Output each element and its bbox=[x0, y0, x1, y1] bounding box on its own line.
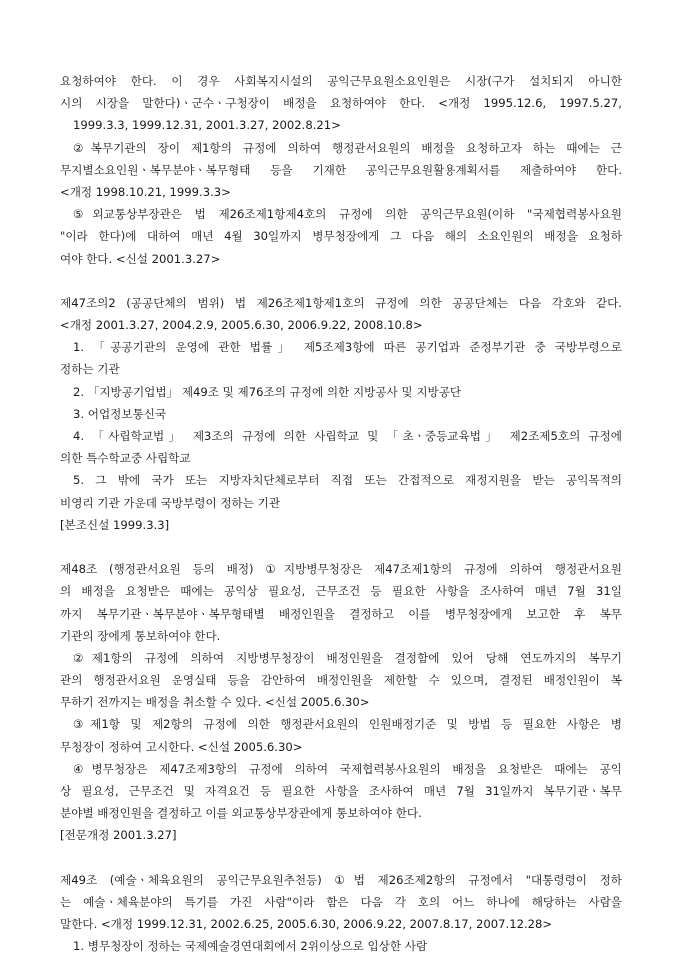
paragraph-line: ②제1항의 규정에 의하여 지방병무청장이 배정인원을 결정함에 있어 당해 연도까지의 복무기 bbox=[73, 650, 622, 665]
paragraph-line: 여야 한다. <신설 2001.3.27> bbox=[60, 251, 221, 266]
list-item-continuation: 정하는 기관 bbox=[60, 362, 120, 377]
spacer bbox=[60, 847, 622, 869]
list-item: 3. 어업정보통신국 bbox=[73, 406, 167, 421]
list-item-continuation: 비영리 기관 가운데 국방부령이 정하는 기관 bbox=[60, 495, 281, 510]
paragraph-line: 의 배정을 요청받은 때에는 공익상 필요성, 근무조건 등 필요한 사항을 조사하여 매년 7월 31일 bbox=[60, 584, 622, 599]
paragraph-line: ②복무기관의 장이 제1항의 규정에 의하여 행정관서요원의 배정을 요청하고자 하는 때에는 근 bbox=[73, 140, 622, 155]
paragraph-line: 관의 행정관서요원 운영실태 등을 감안하여 배정인원을 제한할 수 있으며, 결정된 배정인원이 복 bbox=[60, 673, 622, 688]
amendment-note: 말한다. <개정 1999.12.31, 2002.6.25, 2005.6.30, 2006.9.22, 2007.8.17, 2007.12.28> bbox=[60, 917, 553, 932]
paragraph-line: "이라 한다)에 대하여 매년 4월 30일까지 병무청장에게 그 다음 해의 소요인원의 배정을 요청하 bbox=[60, 229, 622, 244]
list-item: 1. 병무청장이 정하는 국제예술경연대회에서 2위이상으로 입상한 사람 bbox=[73, 939, 428, 954]
article-heading-49: 제49조 (예술ㆍ체육요원의 공익근무요원추천등) ①법 제26조제2항의 규정에서 "대통령령이 정하 bbox=[60, 872, 622, 887]
list-item: 2. 「지방공기업법」 제49조 및 제76조의 규정에 의한 지방공사 및 지방공단 bbox=[73, 384, 462, 399]
spacer bbox=[60, 536, 622, 558]
paragraph-line: ⑤외교통상부장관은 법 제26조제1항제4호의 규정에 의한 공익근무요원(이하 "국제협력봉사요원 bbox=[73, 207, 622, 222]
amendment-note: 1999.3.3, 1999.12.31, 2001.3.27, 2002.8.21> bbox=[73, 118, 341, 133]
paragraph-line: 상 필요성, 근무조건 및 자격요건 등 필요한 사항을 조사하여 매년 7월 31일까지 복무기관ㆍ복무 bbox=[60, 784, 622, 798]
amendment-note: <개정 2001.3.27, 2004.2.9, 2005.6.30, 2006.9.22, 2008.10.8> bbox=[60, 318, 423, 333]
enactment-note: [전문개정 2001.3.27] bbox=[60, 828, 177, 843]
paragraph-line: 무하기 전까지는 배정을 취소할 수 있다. <신설 2005.6.30> bbox=[60, 695, 370, 710]
document-page bbox=[60, 70, 622, 958]
list-item: 4. 「사립학교법」 제3조의 규정에 의한 사립학교 및 「초ㆍ중등교육법」 제2조제5호의 규정에 bbox=[73, 429, 622, 443]
paragraph-line: 시의 시장을 말한다)ㆍ군수ㆍ구청장이 배정을 요청하여야 한다. <개정 1995.12.6, 1997.5.27, bbox=[60, 96, 622, 111]
paragraph-line: 는 예술ㆍ체육분야의 특기를 가진 사람"이라 함은 다음 각 호의 어느 하나에 해당하는 사람을 bbox=[60, 894, 622, 909]
article-heading-47-2: 제47조의2 (공공단체의 범위) 법 제26조제1항제1호의 규정에 의한 공공단체는 다음 각호와 같다. bbox=[60, 295, 622, 310]
paragraph-line: 무청장이 정하여 고시한다. <신설 2005.6.30> bbox=[60, 739, 303, 754]
list-item: 1. 「공공기관의 운영에 관한 법률」 제5조제3항에 따른 공기업과 준정부기관 중 국방부령으로 bbox=[73, 340, 622, 355]
list-item: 5. 그 밖에 국가 또는 지방자치단체로부터 직접 또는 간접적으로 재정지원을 받는 공익목적의 bbox=[73, 473, 622, 488]
amendment-note: <개정 1998.10.21, 1999.3.3> bbox=[60, 184, 231, 199]
article-heading-48: 제48조 (행정관서요원 등의 배정) ①지방병무청장은 제47조제1항의 규정에 의하여 행정관서요원 bbox=[60, 562, 622, 577]
enactment-note: [본조신설 1999.3.3] bbox=[60, 517, 170, 532]
paragraph-line: 까지 복무기관ㆍ복무분야ㆍ복무형태별 배정인원을 결정하고 이를 병무청장에게 보고한 후 복무 bbox=[60, 606, 622, 621]
paragraph-line: ③제1항 및 제2항의 규정에 의한 행정관서요원의 인원배정기준 및 방법 등 필요한 사항은 병 bbox=[73, 717, 622, 732]
paragraph-line: 무지별소요인원ㆍ복무분야ㆍ복무형태 등을 기재한 공익근무요원활용계획서를 제출하여야 한다. bbox=[60, 162, 622, 177]
list-item-continuation: 의한 특수학교중 사립학교 bbox=[60, 451, 191, 466]
paragraph-line: 요청하여야 한다. 이 경우 사회복지시설의 공익근무요원소요인원은 시장(구가 설치되지 아니한 bbox=[60, 74, 622, 88]
paragraph-line: 기관의 장에게 통보하여야 한다. bbox=[60, 628, 221, 643]
spacer bbox=[60, 270, 622, 292]
paragraph-line: ④병무청장은 제47조제3항의 규정에 의하여 국제협력봉사요원의 배정을 요청받은 때에는 공익 bbox=[73, 761, 622, 776]
paragraph-line: 분야별 배정인원을 결정하고 이를 외교통상부장관에게 통보하여야 한다. bbox=[60, 806, 422, 821]
